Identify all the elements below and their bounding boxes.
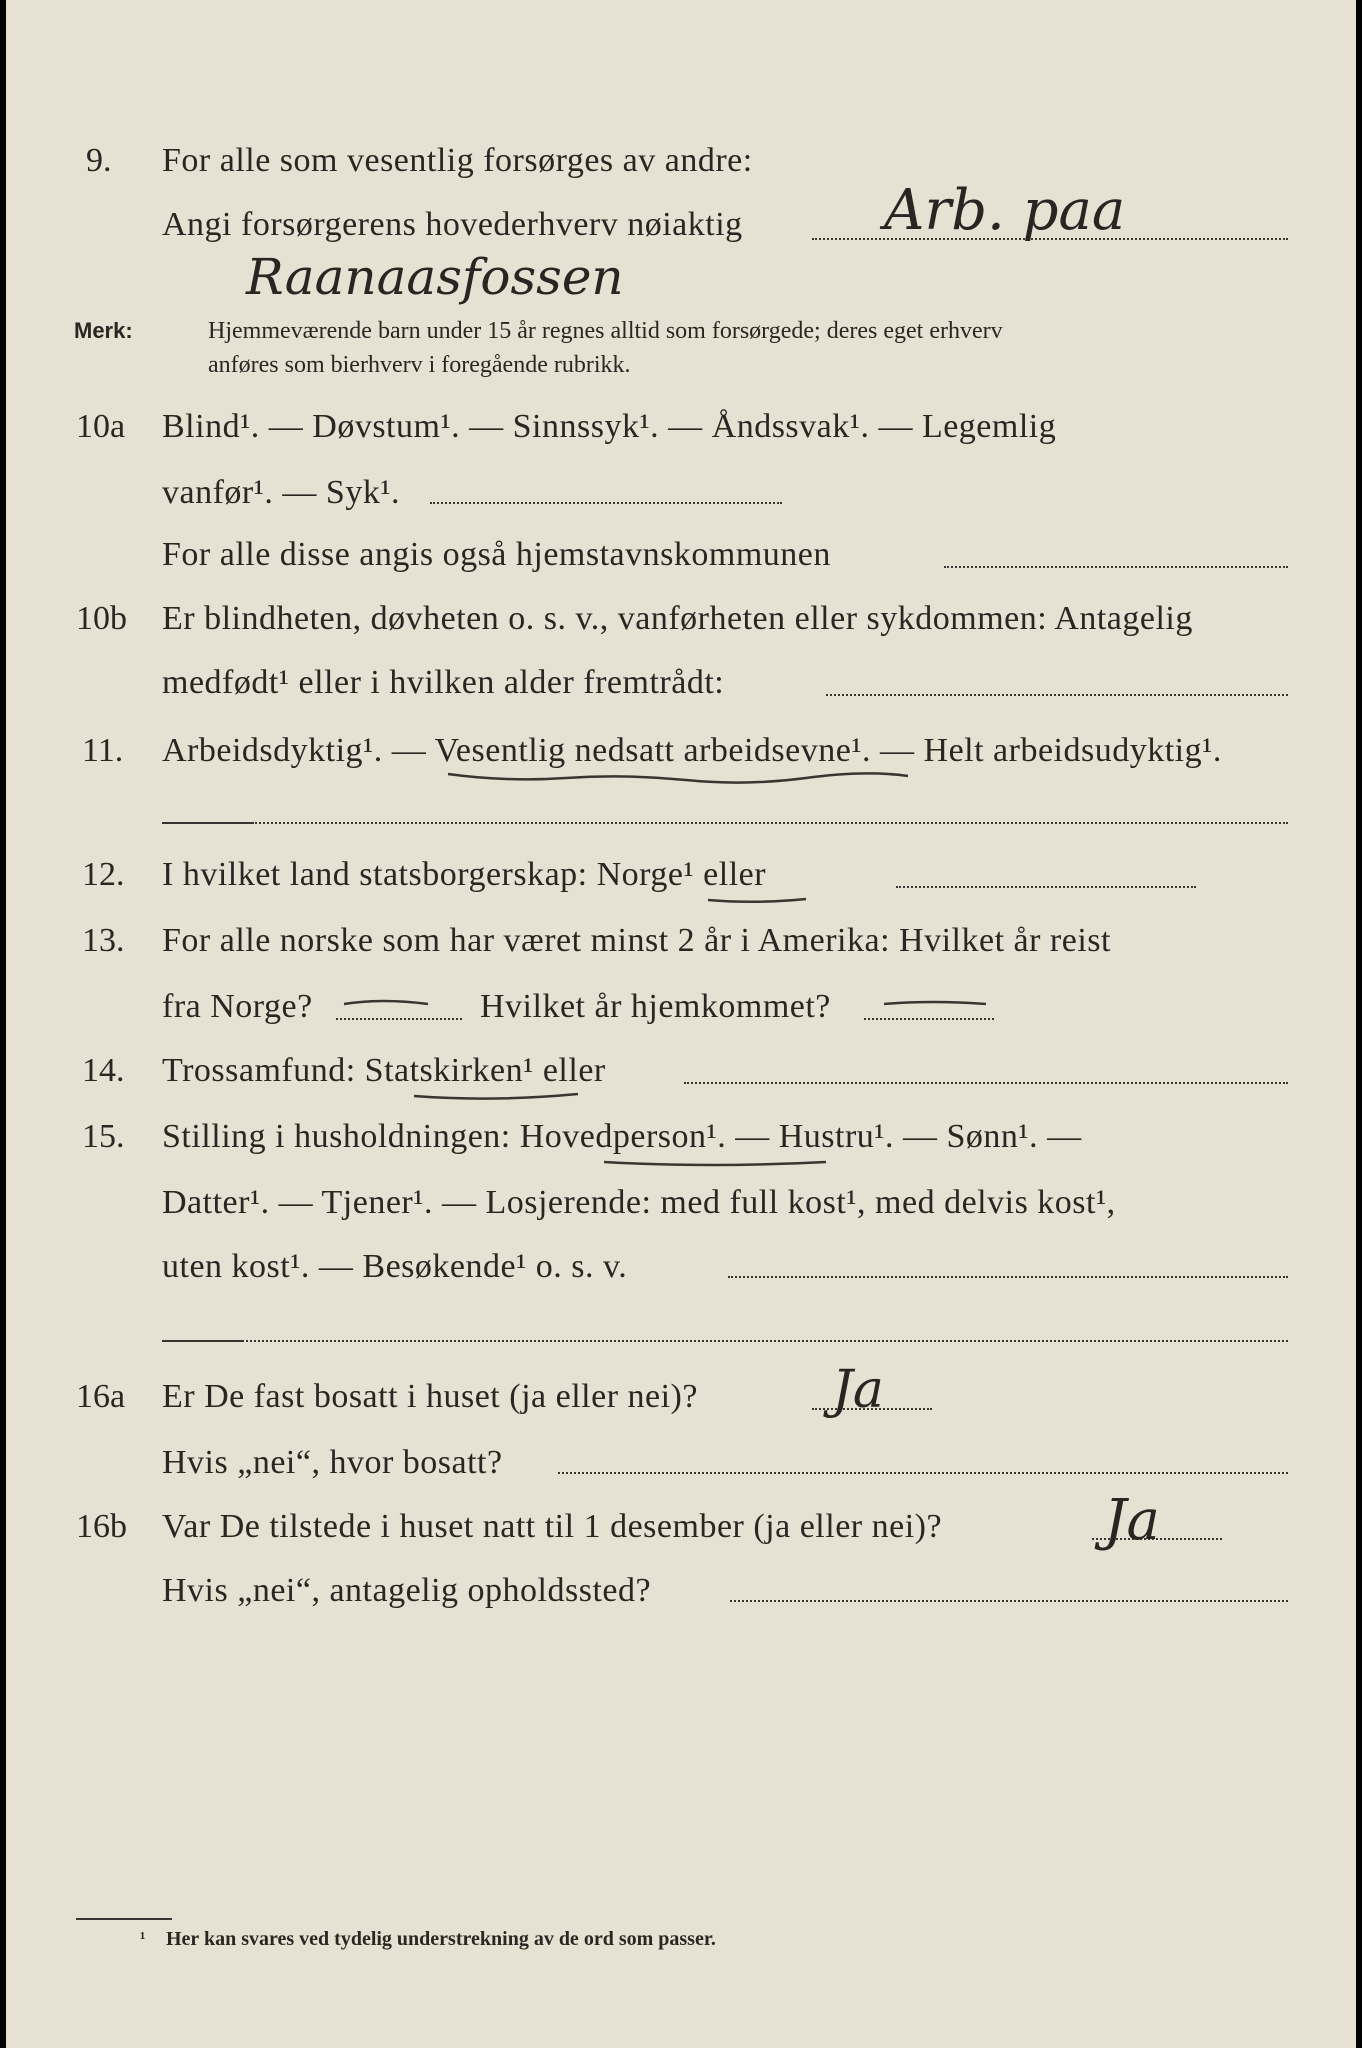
footnote-mark: ¹ — [140, 1928, 146, 1948]
q15-hovedperson-underline — [602, 1158, 830, 1170]
footnote-text: Her kan svares ved tydelig understrekning av de ord som passer. — [166, 1928, 716, 1950]
q16b-handwritten-answer: Ja — [1104, 1488, 1160, 1553]
q15-separator-dotline — [242, 1340, 1288, 1342]
census-form-page — [6, 0, 1356, 2048]
q15-line3: uten kost¹. — Besøkende¹ o. s. v. — [162, 1248, 628, 1285]
q10a-line2: vanfør¹. — Syk¹. — [162, 474, 401, 511]
merk-label: Merk: — [74, 318, 133, 343]
q11-line1: Arbeidsdyktig¹. — Vesentlig nedsatt arbeidsevne¹. — Helt arbeidsudyktig¹. — [162, 732, 1222, 769]
q16b-opholdssted-dotline — [730, 1600, 1288, 1602]
q11-separator-dotline — [252, 822, 1288, 824]
q11-underline-mark — [446, 768, 916, 788]
q9-handwritten-occupation: Arb. paa — [884, 178, 1126, 243]
q13-hjemkommet-dotline — [864, 1018, 994, 1020]
q13-line2-hjemkommet: Hvilket år hjemkommet? — [480, 988, 831, 1025]
q12-line1: I hvilket land statsborgerskap: Norge¹ eller — [162, 856, 767, 893]
q14-number: 14. — [82, 1052, 125, 1089]
q9-handwritten-place: Raanaasfossen — [246, 248, 624, 306]
q13-hjemkommet-dash-mark — [882, 996, 992, 1010]
q13-line2-start: fra Norge? — [162, 988, 313, 1025]
q12-number: 12. — [82, 856, 125, 893]
footnote-rule — [76, 1918, 172, 1920]
q15-number: 15. — [82, 1118, 125, 1155]
q16a-number: 16a — [76, 1378, 126, 1415]
q14-statskirken-underline — [412, 1090, 582, 1104]
q16b-line2: Hvis „nei“, antagelig opholdssted? — [162, 1572, 652, 1609]
q10a-number: 10a — [76, 408, 126, 445]
q10a-hjemstavn-dotline — [944, 566, 1288, 568]
q9-line1: For alle som vesentlig forsørges av andre: — [162, 142, 753, 179]
q10b-answer-dotline — [826, 694, 1288, 696]
q10a-line3: For alle disse angis også hjemstavnskommunen — [162, 536, 831, 573]
q13-reist-dotline — [336, 1018, 462, 1020]
q10b-line1: Er blindheten, døvheten o. s. v., vanførheten eller sykdommen: Antagelig — [162, 600, 1193, 637]
q9-number: 9. — [86, 142, 112, 179]
q11-number: 11. — [82, 732, 124, 769]
q13-line1: For alle norske som har været minst 2 år i Amerika: Hvilket år reist — [162, 922, 1111, 959]
q15-separator-left — [162, 1340, 242, 1342]
q12-norge-underline — [706, 896, 810, 906]
q9-line2: Angi forsørgerens hovederhverv nøiaktig — [162, 206, 743, 243]
q11-separator-left — [162, 822, 252, 824]
q10a-syk-dotline — [430, 502, 782, 504]
q13-number: 13. — [82, 922, 125, 959]
q16a-line2: Hvis „nei“, hvor bosatt? — [162, 1444, 503, 1481]
q16a-handwritten-answer: Ja — [832, 1360, 884, 1420]
q12-answer-dotline — [896, 886, 1196, 888]
q16b-line1: Var De tilstede i huset natt til 1 desember (ja eller nei)? — [162, 1508, 943, 1545]
q16a-bosatt-dotline — [558, 1472, 1288, 1474]
q14-answer-dotline — [684, 1082, 1288, 1084]
q15-line1: Stilling i husholdningen: Hovedperson¹. — Hustru¹. — Sønn¹. — — [162, 1118, 1082, 1155]
q10b-number: 10b — [76, 600, 127, 637]
q10b-line2: medfødt¹ eller i hvilken alder fremtrådt: — [162, 664, 725, 701]
q15-line2: Datter¹. — Tjener¹. — Losjerende: med full kost¹, med delvis kost¹, — [162, 1184, 1116, 1221]
q16b-number: 16b — [76, 1508, 127, 1545]
q10a-line1: Blind¹. — Døvstum¹. — Sinnssyk¹. — Åndssvak¹. — Legemlig — [162, 408, 1057, 445]
merk-line2: anføres som bierhverv i foregående rubrikk. — [208, 352, 631, 378]
q16a-line1: Er De fast bosatt i huset (ja eller nei)? — [162, 1378, 698, 1415]
merk-line1: Hjemmeværende barn under 15 år regnes alltid som forsørgede; deres eget erhverv — [208, 318, 1003, 344]
q14-line1: Trossamfund: Statskirken¹ eller — [162, 1052, 606, 1089]
q15-answer-dotline — [728, 1276, 1288, 1278]
q13-reist-dash-mark — [342, 992, 432, 1012]
